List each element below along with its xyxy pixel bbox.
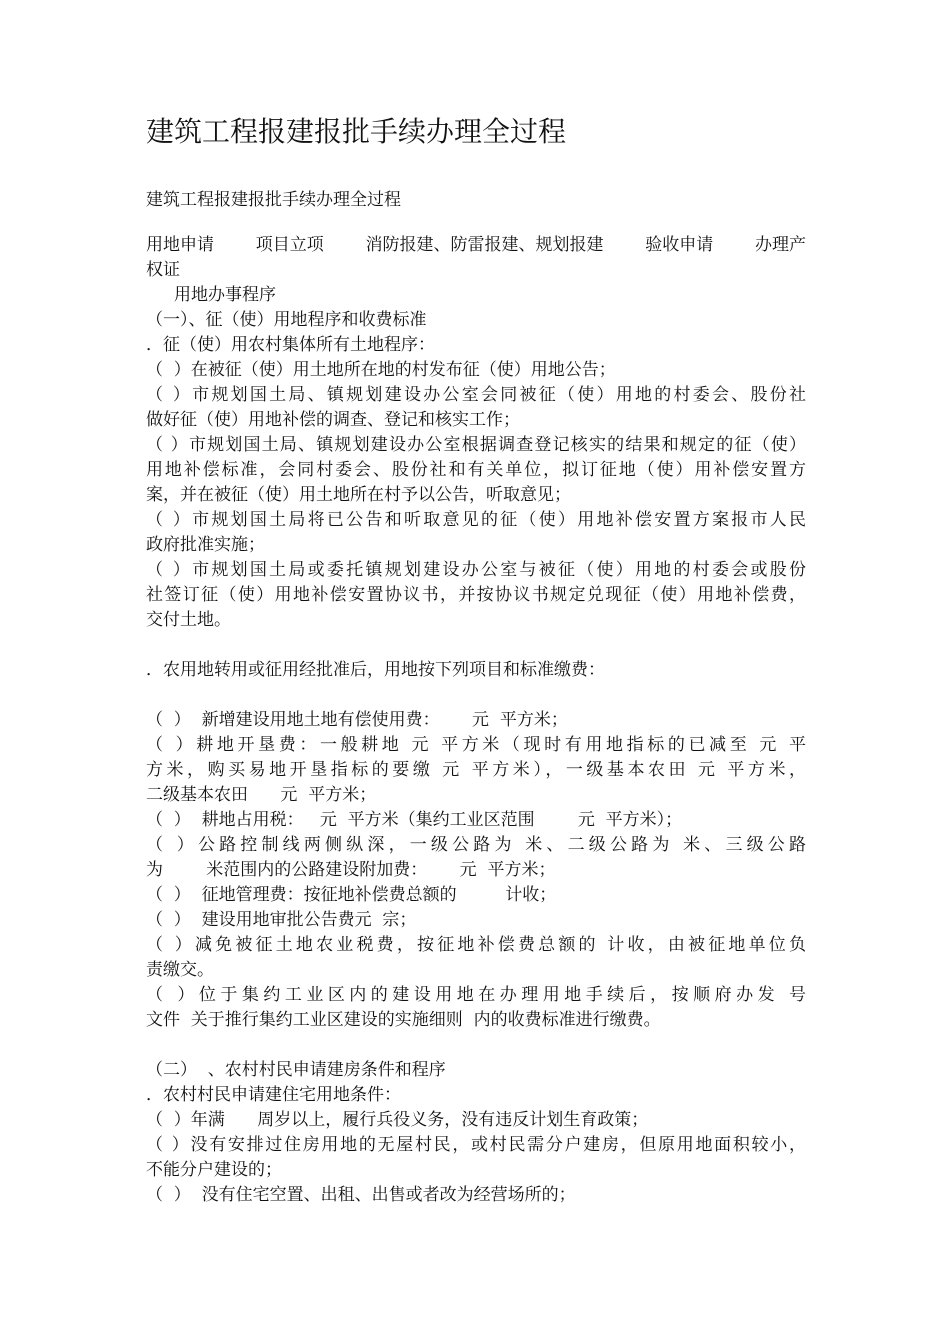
text-line: 文件 关于推行集约工业区建设的实施细则 内的收费标准进行缴费。 [146, 1010, 661, 1030]
text-line: （ ） 新增建设用地土地有偿使用费： 元 平方米； [146, 710, 568, 730]
document-subtitle: 建筑工程报建报批手续办理全过程 [146, 190, 401, 210]
stage-item-continued: 权证 [146, 260, 180, 280]
text-line: 用地补偿标准，会同村委会、股份社和有关单位，拟订征地（使）用补偿安置方 [146, 460, 806, 480]
text-line: （ ）减免被征土地农业税费，按征地补偿费总额的 计收，由被征地单位负 [146, 935, 806, 955]
text-line: （ ）位于集约工业区内的建设用地在办理用地手续后，按顺府办发 号 [146, 985, 806, 1005]
text-line: （ ）年满 周岁以上，履行兵役义务，没有违反计划生育政策； [146, 1110, 649, 1130]
text-line: （二） 、农村村民申请建房条件和程序 [146, 1060, 446, 1080]
blank-line [146, 1033, 806, 1058]
text-line: 社签订征（使）用地补偿安置协议书，并按协议书规定兑现征（使）用地补偿费， [146, 585, 806, 605]
text-line: （ ） 建设用地审批公告费元 宗； [146, 910, 417, 930]
text-line: ．农用地转用或征用经批准后，用地按下列项目和标准缴费： [146, 660, 605, 680]
text-line: （ ）市规划国土局、镇规划建设办公室根据调查登记核实的结果和规定的征（使） [146, 435, 806, 455]
text-line: 责缴交。 [146, 960, 214, 980]
text-line: （ ） 没有住宅空置、出租、出售或者改为经营场所的； [146, 1185, 576, 1205]
section-heading: 用地办事程序 [174, 285, 276, 305]
text-line: （一）、征（使）用地程序和收费标准 [146, 310, 427, 330]
process-stages [146, 233, 806, 258]
text-line: 方米，购买易地开垦指标的要缴 元 平方米），一级基本农田 元 平方米， [146, 760, 806, 780]
text-line: 二级基本农田 元 平方米； [146, 785, 377, 805]
document-body [146, 233, 806, 1208]
text-line: （ ） 耕地占用税： 元 平方米（集约工业区范围 元 平方米）； [146, 810, 683, 830]
text-line: 案，并在被征（使）用土地所在村予以公告，听取意见； [146, 485, 571, 505]
text-line: （ ）公路控制线两侧纵深，一级公路为 米、二级公路为 米、三级公路 [146, 835, 806, 855]
text-line: ．农村村民申请建住宅用地条件： [146, 1085, 401, 1105]
text-line: 做好征（使）用地补偿的调查、登记和核实工作； [146, 410, 520, 430]
text-line: （ ） 征地管理费：按征地补偿费总额的 计收； [146, 885, 557, 905]
text-line: 不能分户建设的； [146, 1160, 282, 1180]
stage-item: 办理产 [755, 235, 806, 255]
stage-item: 用地申请 [146, 235, 214, 255]
text-line: （ ）耕地开垦费：一般耕地 元 平方米（现时有用地指标的已减至 元 平 [146, 735, 806, 755]
text-line: （ ）市规划国土局或委托镇规划建设办公室与被征（使）用地的村委会或股份 [146, 560, 806, 580]
stage-item: 消防报建、防雷报建、规划报建 [365, 235, 604, 255]
text-line: ．征（使）用农村集体所有土地程序： [146, 335, 435, 355]
text-line: （ ）市规划国土局将已公告和听取意见的征（使）用地补偿安置方案报市人民 [146, 510, 806, 530]
document-title: 建筑工程报建报批手续办理全过程 [146, 115, 567, 148]
text-line: 交付土地。 [146, 610, 231, 630]
text-line: （ ）在被征（使）用土地所在地的村发布征（使）用地公告； [146, 360, 616, 380]
text-line: 为 米范围内的公路建设附加费： 元 平方米； [146, 860, 556, 880]
text-line: （ ）没有安排过住房用地的无屋村民，或村民需分户建房，但原用地面积较小， [146, 1135, 806, 1155]
text-line: （ ）市规划国土局、镇规划建设办公室会同被征（使）用地的村委会、股份社 [146, 385, 806, 405]
text-line: 政府批准实施； [146, 535, 265, 555]
stage-item: 验收申请 [645, 235, 714, 255]
stage-item: 项目立项 [255, 235, 324, 255]
blank-line [146, 633, 806, 658]
blank-line [146, 683, 806, 708]
